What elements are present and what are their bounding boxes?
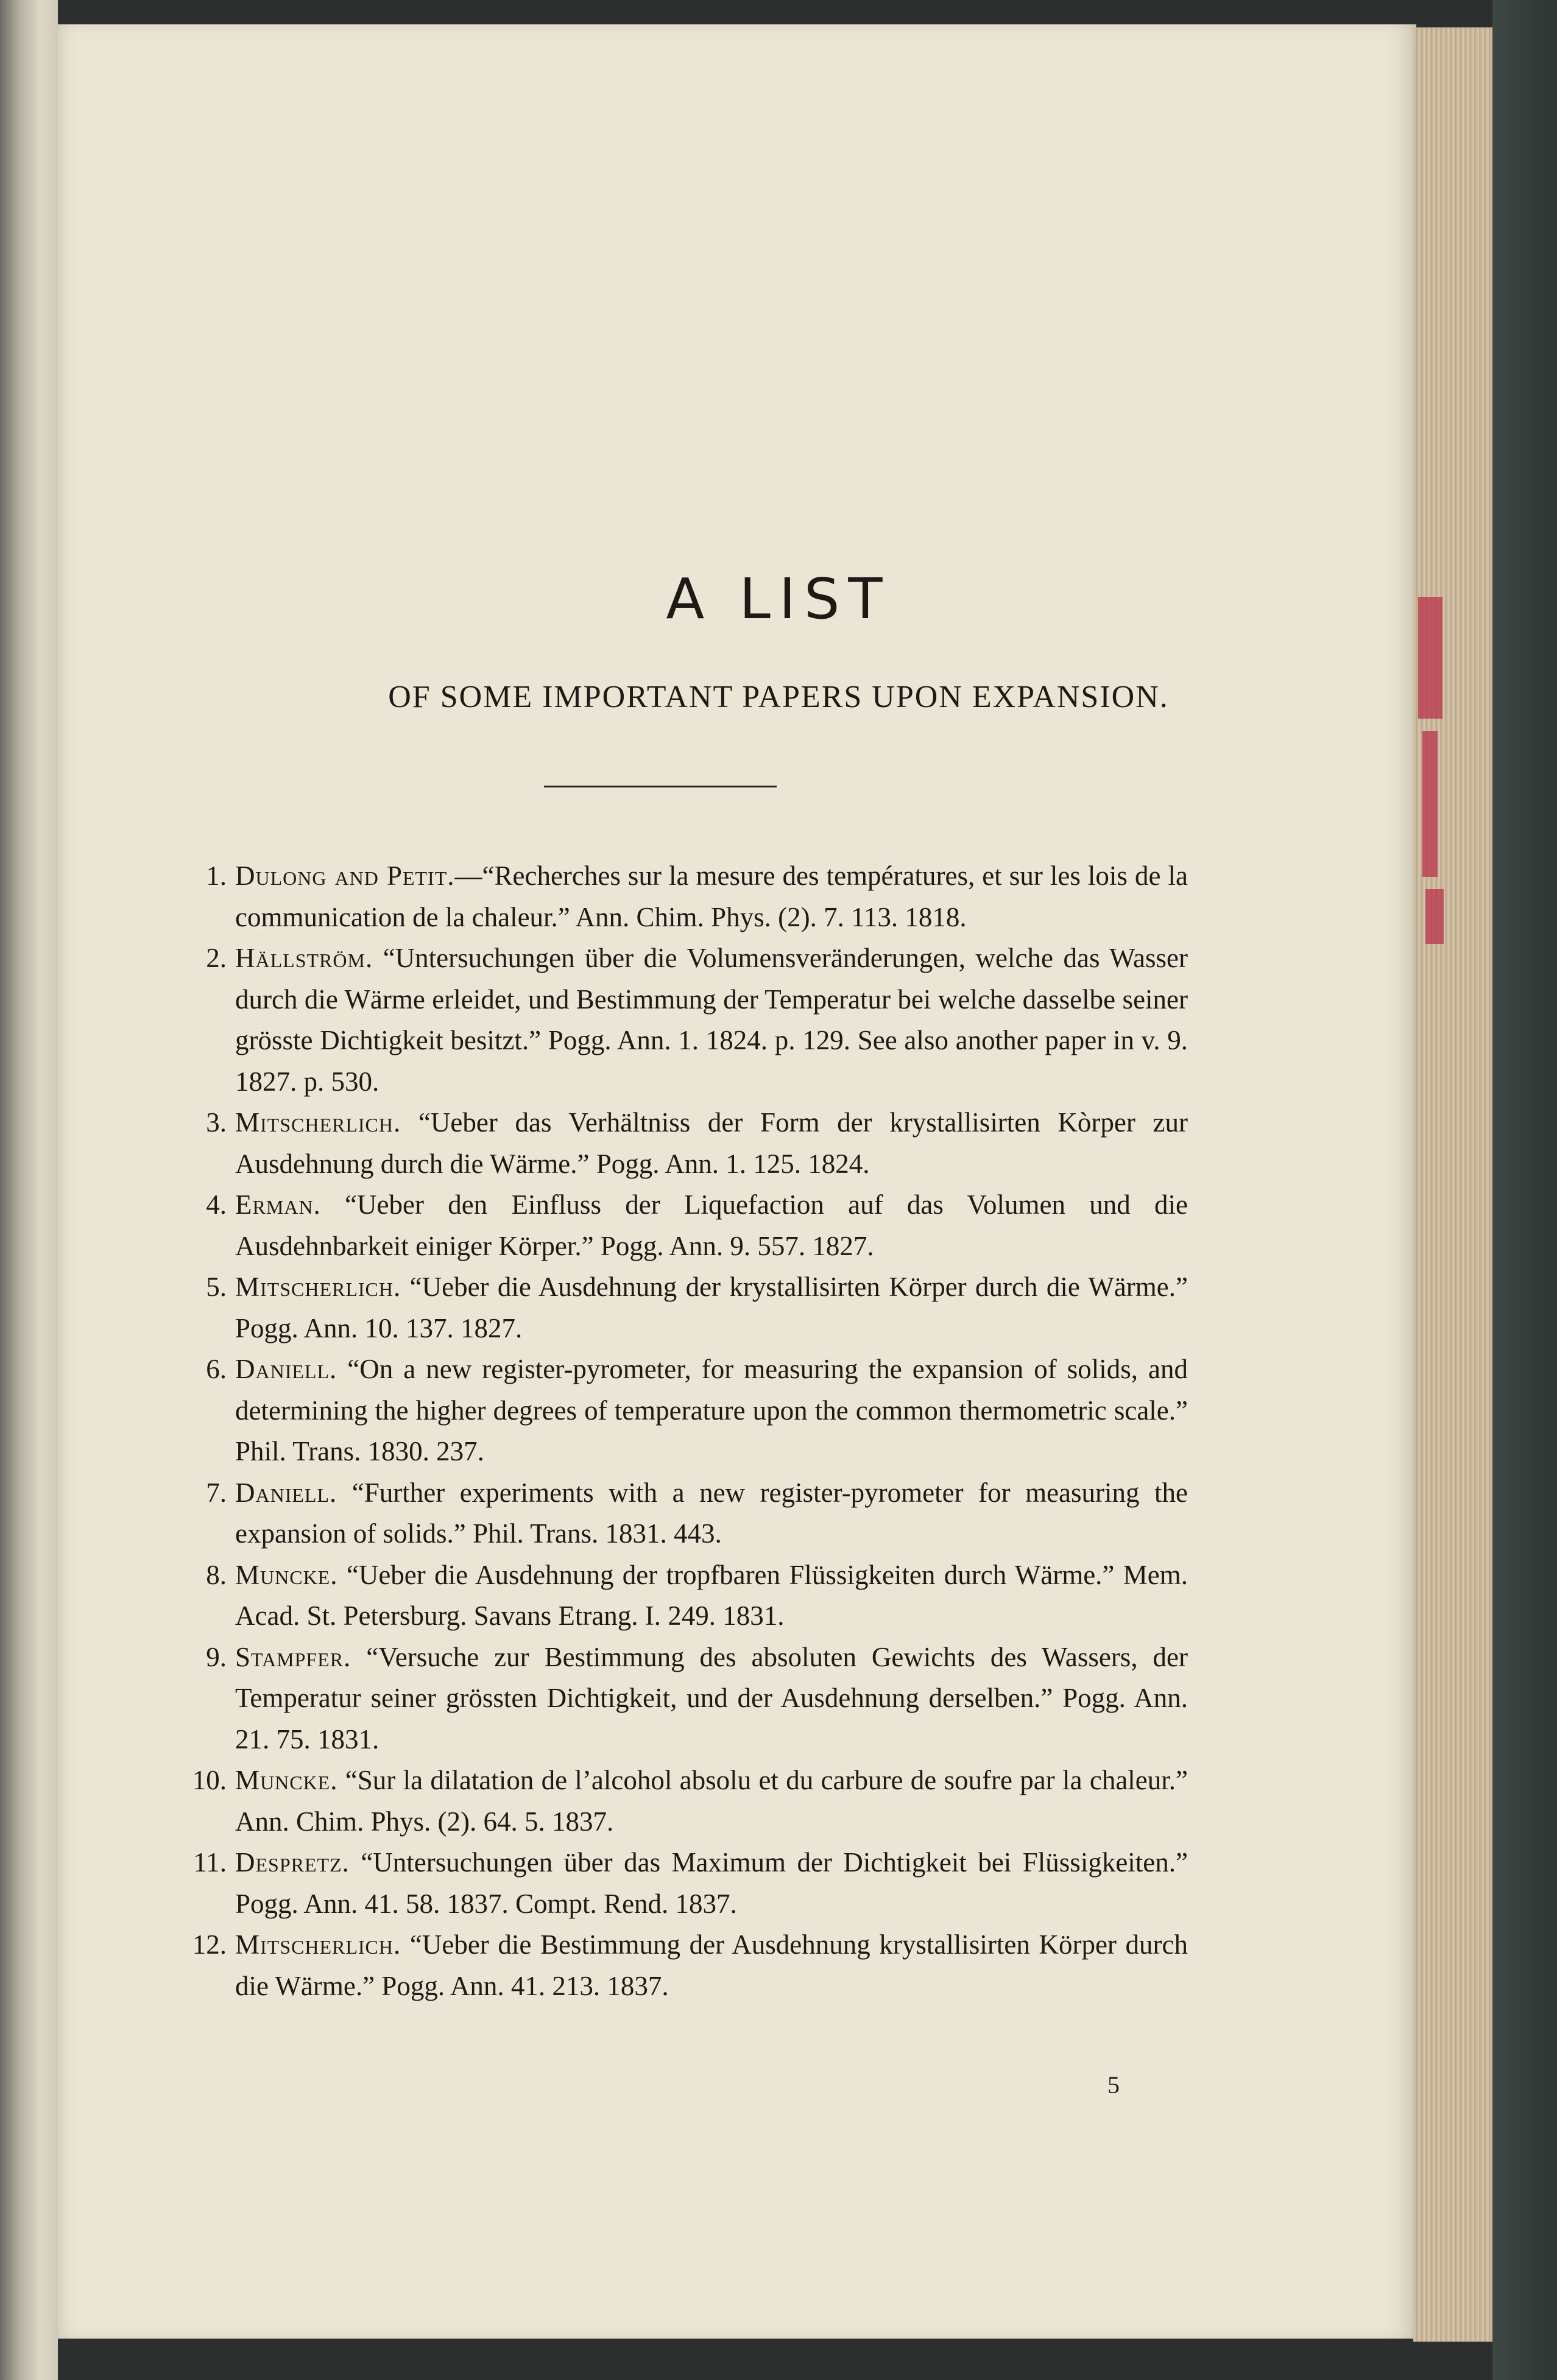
page-edges [1413, 27, 1492, 2342]
reference-number: 5. [206, 1272, 227, 1302]
page-subtitle: OF SOME IMPORTANT PAPERS UPON EXPANSION. [388, 680, 1169, 714]
reference-citation: “Untersuchungen über das Maximum der Dichtigkeit bei Flüssigkeiten.” Pogg. Ann. 41. 58. 1837. Compt. Rend. 1837. [235, 1847, 1188, 1919]
divider-rule [544, 786, 777, 787]
reference-author: Erman. [235, 1189, 321, 1220]
reference-number: 10. [192, 1765, 227, 1795]
reference-citation: “Further experiments with a new register-pyrometer for measuring the expansion of solids.” Phil. Trans. 1831. 443. [235, 1477, 1188, 1549]
reference-number: 3. [206, 1107, 227, 1138]
reference-text [235, 1267, 1188, 1349]
reference-item [164, 1473, 1188, 1555]
reference-number: 7. [206, 1477, 227, 1508]
reference-author: Stampfer. [235, 1641, 351, 1672]
reference-item [164, 856, 1188, 938]
reference-number: 11. [193, 1847, 227, 1878]
reference-item [164, 1102, 1188, 1185]
reference-author: Daniell. [235, 1477, 337, 1508]
reference-author: Muncke. [235, 1559, 338, 1590]
reference-item [164, 1924, 1188, 2007]
red-edge-mark [1425, 889, 1444, 944]
reference-author: Daniell. [235, 1354, 337, 1384]
reference-item [164, 1185, 1188, 1267]
reference-author: Despretz. [235, 1847, 350, 1878]
book-cover [1492, 0, 1557, 2380]
reference-text [235, 1924, 1188, 2007]
reference-text [235, 1473, 1188, 1555]
red-edge-mark [1422, 731, 1438, 877]
reference-text [235, 1102, 1188, 1185]
reference-citation: “Versuche zur Bestimmung des absoluten Gewichts des Wassers, der Temperatur seiner grössten Dichtigkeit, und der Ausdehnung derselben.” Pogg. Ann. 21. 75. 1831. [235, 1641, 1188, 1755]
reference-text [235, 1555, 1188, 1637]
reference-text [235, 856, 1188, 938]
reference-number: 9. [206, 1641, 227, 1672]
reference-item [164, 1267, 1188, 1349]
reference-author: Mitscherlich. [235, 1272, 401, 1302]
reference-number: 4. [206, 1189, 227, 1220]
reference-number: 6. [206, 1354, 227, 1384]
reference-item [164, 1349, 1188, 1473]
reference-citation: “Ueber die Ausdehnung der tropfbaren Flüssigkeiten durch Wärme.” Mem. Acad. St. Petersburg. Savans Etrang. I. 249. 1831. [235, 1559, 1188, 1631]
reference-text [235, 938, 1188, 1102]
reference-author: Hällström. [235, 943, 373, 973]
reference-author: Mitscherlich. [235, 1107, 401, 1138]
page-title: A LIST [666, 566, 891, 632]
reference-citation: —“Recherches sur la mesure des températures, et sur les lois de la communication de la chaleur.” Ann. Chim. Phys. (2). 7. 113. 1818. [235, 861, 1188, 932]
reference-text [235, 1185, 1188, 1267]
reference-list [164, 856, 1188, 2007]
reference-number: 2. [206, 943, 227, 973]
reference-author: Dulong and Petit. [235, 861, 455, 891]
reference-item [164, 1637, 1188, 1761]
reference-author: Mitscherlich. [235, 1929, 401, 1960]
reference-number: 1. [206, 861, 227, 891]
reference-author: Muncke. [235, 1765, 338, 1795]
reference-citation: “Untersuchungen über die Volumensveränderungen, welche das Wasser durch die Wärme erleidet, und Bestimmung der Temperatur bei welche dasselbe seiner grösste Dichtigkeit besitzt.” Pogg. Ann. 1. 1824. p. 129. See also another paper in v. 9. 1827. p. 530. [235, 943, 1188, 1097]
reference-item [164, 1842, 1188, 1924]
reference-item [164, 1760, 1188, 1842]
reference-number: 12. [192, 1929, 227, 1960]
reference-citation: “Sur la dilatation de l’alcohol absolu et du carbure de soufre par la chaleur.” Ann. Chim. Phys. (2). 64. 5. 1837. [235, 1765, 1188, 1837]
reference-number: 8. [206, 1559, 227, 1590]
reference-item [164, 938, 1188, 1102]
reference-citation: “Ueber das Verhältniss der Form der krystallisirten Kòrper zur Ausdehnung durch die Wärme.” Pogg. Ann. 1. 125. 1824. [235, 1107, 1188, 1179]
reference-citation: “On a new register-pyrometer, for measuring the expansion of solids, and determining the higher degrees of temperature upon the common thermometric scale.” Phil. Trans. 1830. 237. [235, 1354, 1188, 1466]
reference-citation: “Ueber den Einfluss der Liquefaction auf das Volumen und die Ausdehnbarkeit einiger Körper.” Pogg. Ann. 9. 557. 1827. [235, 1189, 1188, 1261]
reference-text [235, 1760, 1188, 1842]
reference-citation: “Ueber die Bestimmung der Ausdehnung krystallisirten Körper durch die Wärme.” Pogg. Ann. 41. 213. 1837. [235, 1929, 1188, 2001]
reference-text [235, 1349, 1188, 1473]
reference-citation: “Ueber die Ausdehnung der krystallisirten Körper durch die Wärme.” Pogg. Ann. 10. 137. 1827. [235, 1272, 1188, 1343]
reference-text [235, 1637, 1188, 1761]
reference-text [235, 1842, 1188, 1924]
reference-item [164, 1555, 1188, 1637]
page-number: 5 [1107, 2071, 1120, 2099]
book-left-edge [0, 0, 58, 2380]
